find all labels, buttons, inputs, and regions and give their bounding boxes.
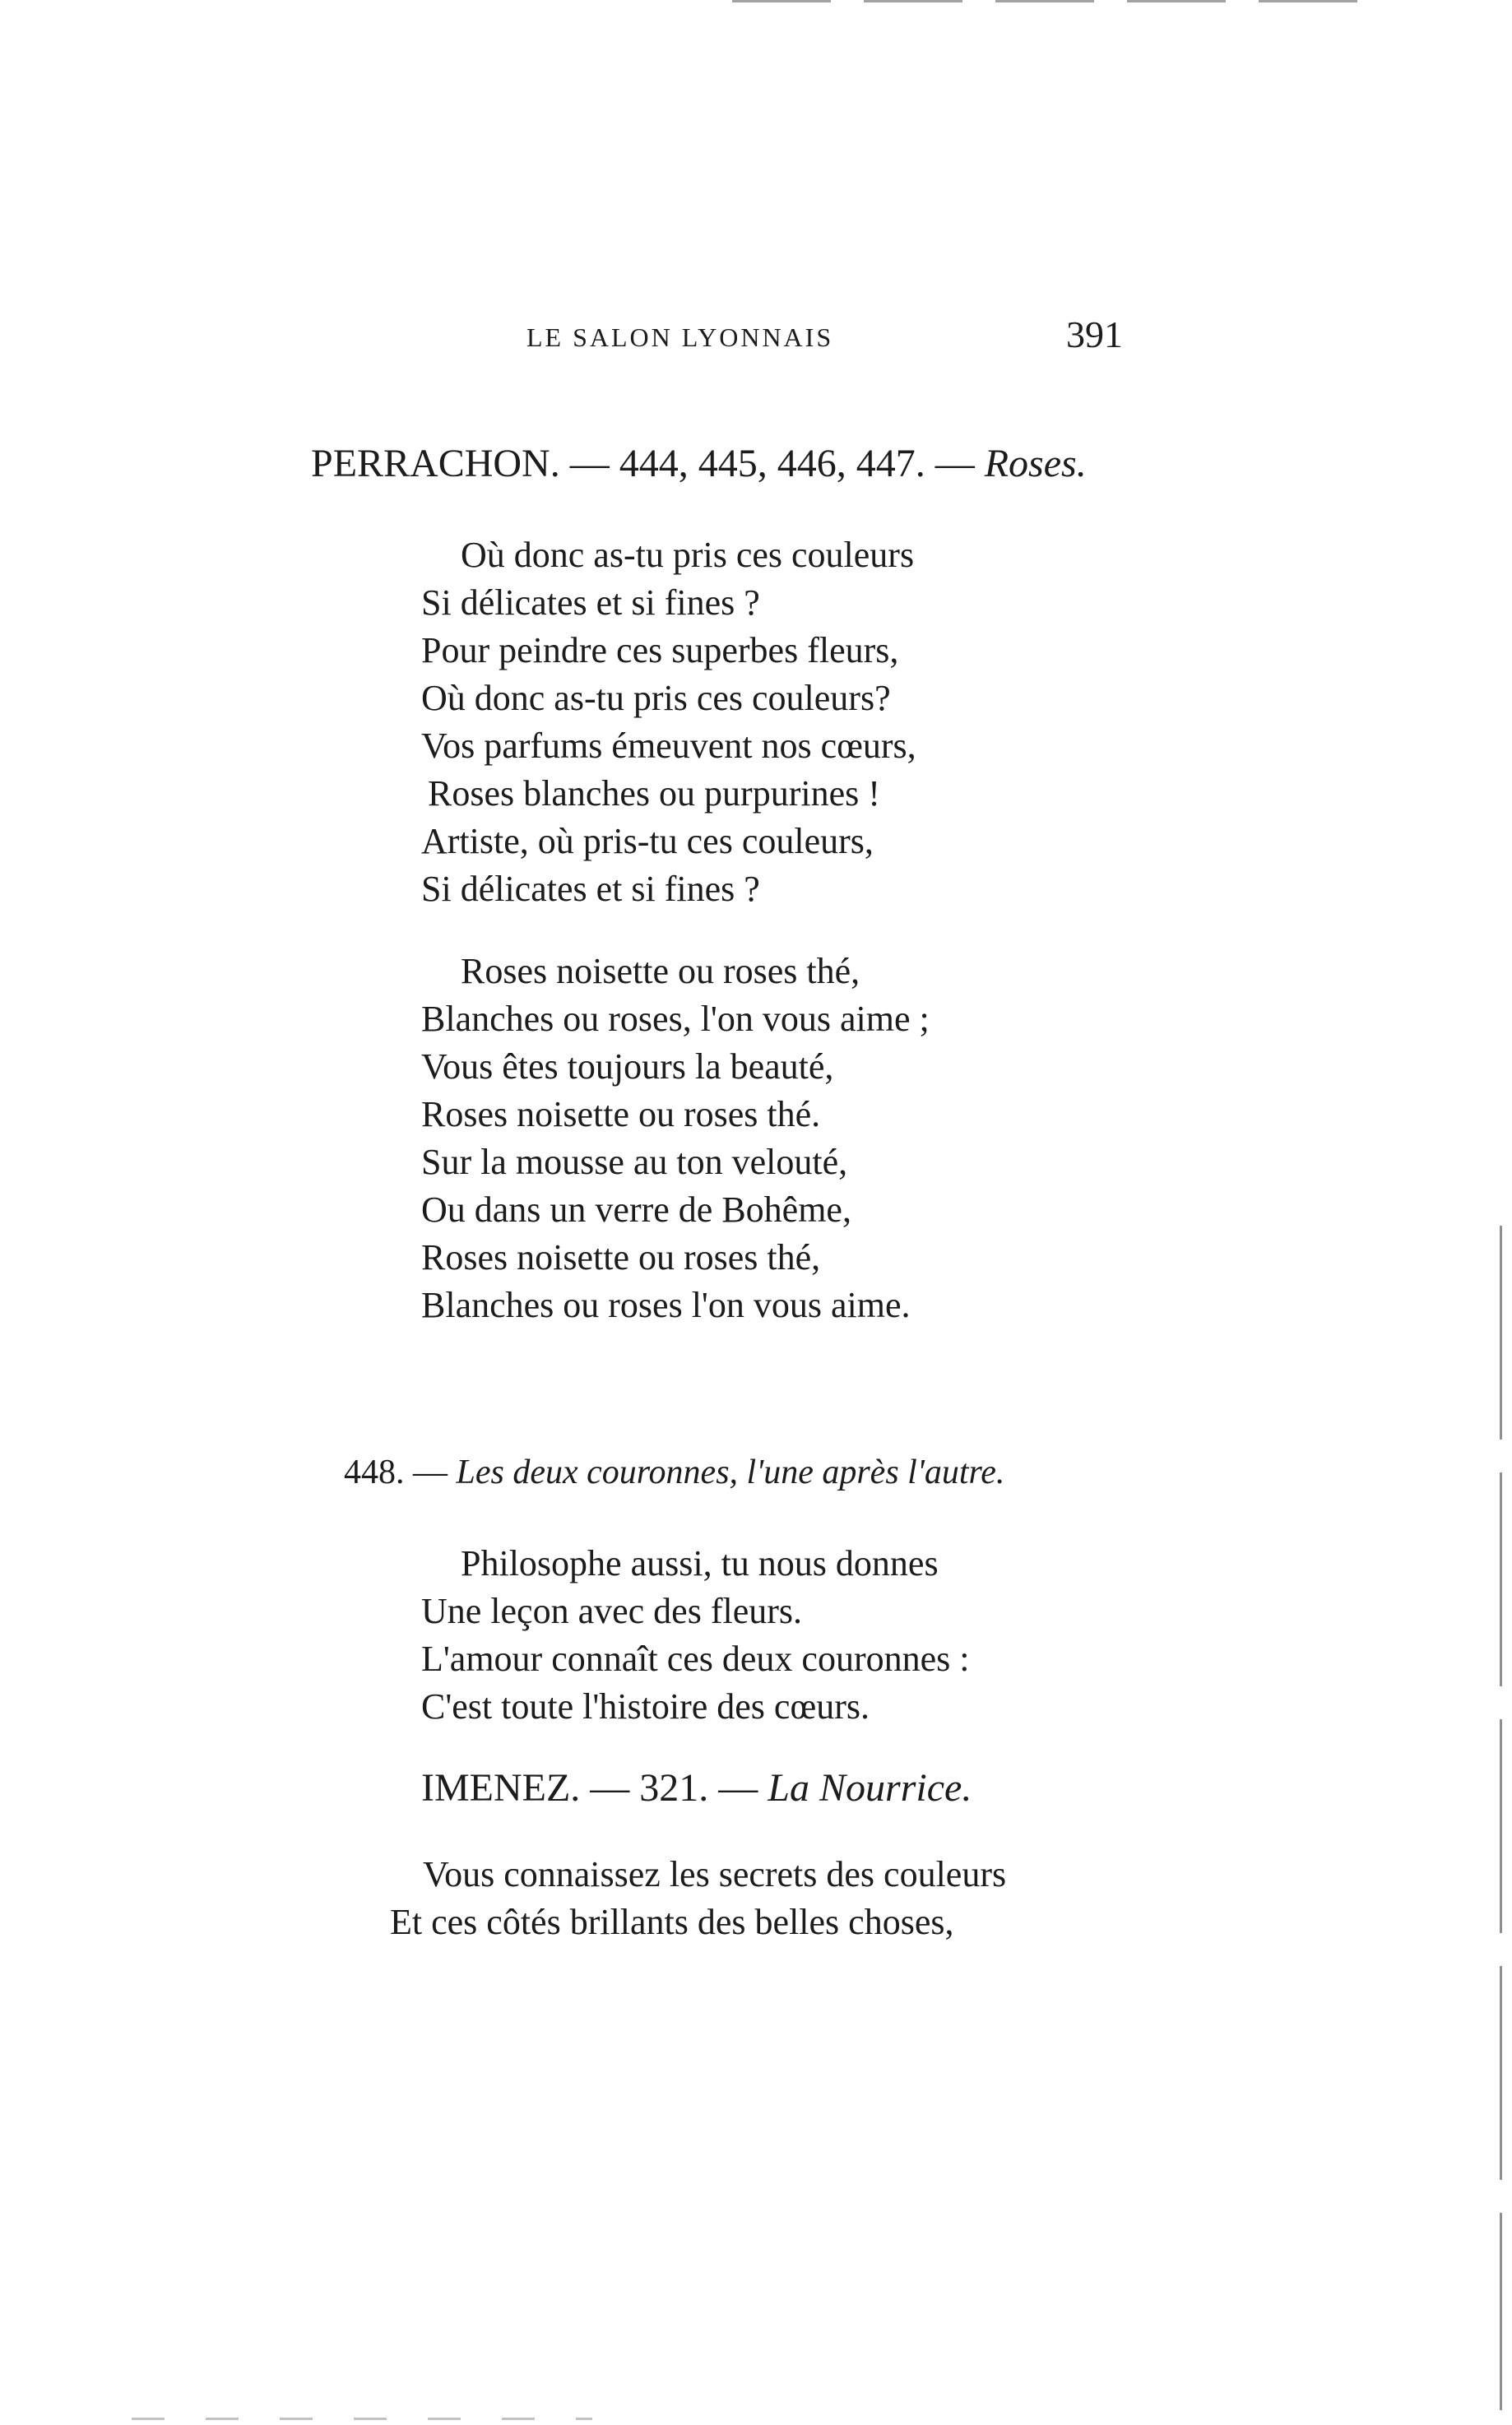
verse-line: Pour peindre ces superbes fleurs, — [421, 630, 899, 670]
catalog-number: 448. — [344, 1454, 405, 1491]
artist-name: IMENEZ. — [421, 1766, 581, 1810]
dash: — — [590, 1766, 630, 1810]
verse-line: Une leçon avec des fleurs. — [421, 1591, 803, 1631]
verse-line: Blanches ou roses, l'on vous aime ; — [421, 999, 930, 1039]
entry-heading-imenez — [421, 1765, 972, 1811]
scan-edge-top — [732, 0, 1390, 2]
entry-heading-448 — [344, 1453, 1004, 1492]
verse-line: Où donc as-tu pris ces couleurs? — [421, 678, 891, 718]
stanza-2 — [421, 948, 930, 1329]
dash: — — [569, 442, 610, 485]
verse-line: Vous connaissez les secrets des couleurs — [423, 1854, 1007, 1894]
scan-edge-bottom — [132, 2418, 592, 2420]
verse-line: Blanches ou roses l'on vous aime. — [421, 1285, 911, 1325]
verse-line: Et ces côtés brillants des belles choses, — [390, 1902, 954, 1942]
verse-line: Artiste, où pris-tu ces couleurs, — [421, 821, 874, 861]
artwork-title: Les deux couronnes, l'une après l'autre. — [456, 1454, 1005, 1491]
catalog-number: 321. — [639, 1766, 709, 1810]
artist-name: PERRACHON. — [311, 442, 560, 485]
entry-heading-perrachon — [311, 441, 1087, 486]
verse-line: Vos parfums émeuvent nos cœurs, — [421, 726, 916, 766]
verse-line: Où donc as-tu pris ces couleurs — [461, 535, 915, 575]
verse-line: Ou dans un verre de Bohême, — [421, 1189, 851, 1230]
page-number: 391 — [1066, 313, 1123, 355]
stanza-1 — [421, 531, 916, 913]
verse-line: C'est toute l'histoire des cœurs. — [421, 1686, 870, 1727]
verse-line: Vous êtes toujours la beauté, — [421, 1046, 834, 1087]
artwork-title: Roses. — [984, 442, 1087, 485]
running-title: LE SALON LYONNAIS — [526, 322, 834, 352]
verse-line: Si délicates et si fines ? — [421, 869, 760, 909]
verse-line: Sur la mousse au ton velouté, — [421, 1142, 848, 1182]
dash: — — [413, 1454, 448, 1491]
verse-line: L'amour connaît ces deux couronnes : — [421, 1639, 970, 1679]
dash: — — [718, 1766, 758, 1810]
stanza-4 — [390, 1851, 1006, 1946]
verse-line: Si délicates et si fines ? — [421, 582, 760, 623]
stanza-3 — [421, 1540, 970, 1731]
verse-line: Roses noisette ou roses thé, — [421, 1237, 821, 1277]
verse-line: Roses noisette ou roses thé, — [461, 951, 860, 991]
catalog-numbers: 444, 445, 446, 447. — [619, 442, 925, 485]
verse-line: Roses noisette ou roses thé. — [421, 1094, 821, 1134]
dash: — — [935, 442, 975, 485]
scan-edge-right — [1500, 1226, 1502, 2410]
verse-line: Philosophe aussi, tu nous donnes — [461, 1543, 939, 1583]
verse-line: Roses blanches ou purpurines ! — [428, 773, 880, 814]
artwork-title: La Nourrice. — [768, 1766, 972, 1810]
